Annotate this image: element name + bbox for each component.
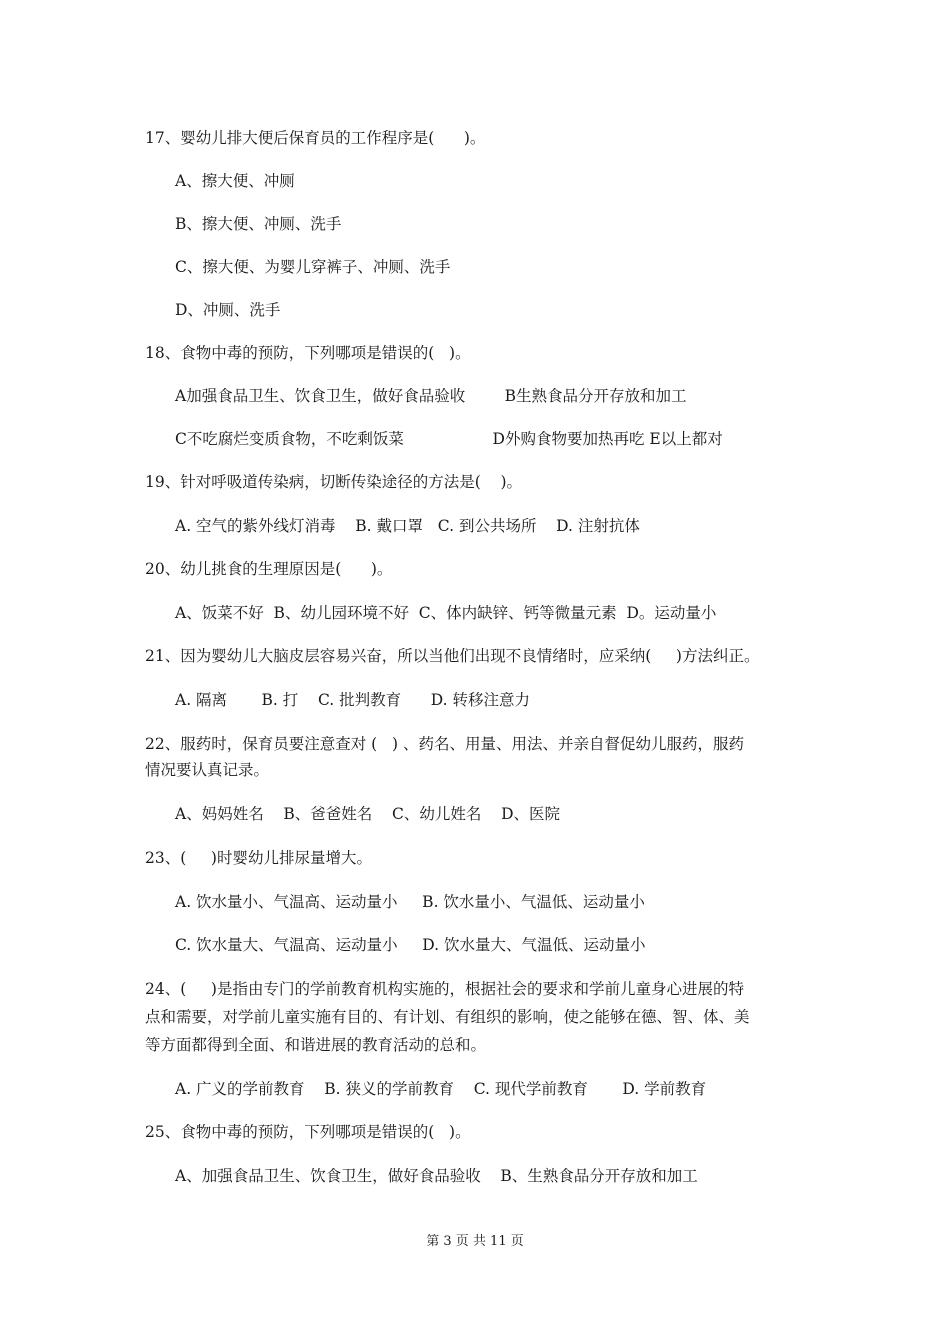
- question-18-options-row2: C不吃腐烂变质食物，不吃剩饭菜 D外购食物要加热再吃 E以上都对: [175, 430, 723, 448]
- question-17-option-d: D、冲厕、洗手: [175, 301, 281, 319]
- question-19-stem: 19、针对呼吸道传染病，切断传染途径的方法是( )。: [145, 473, 523, 491]
- page-footer: 第 3 页 共 11 页: [426, 1234, 524, 1249]
- question-23-options-row2: C. 饮水量大、气温高、运动量小 D. 饮水量大、气温低、运动量小: [175, 936, 646, 954]
- question-17-option-a: A、擦大便、冲厕: [175, 172, 295, 190]
- question-23-stem: 23、( )时婴幼儿排尿量增大。: [145, 849, 372, 867]
- question-24-stem: 24、( )是指由专门的学前教育机构实施的，根据社会的要求和学前儿童身心进展的特: [145, 980, 744, 998]
- question-23-options-row1: A. 饮水量小、气温高、运动量小 B. 饮水量小、气温低、运动量小: [175, 893, 645, 911]
- question-17-option-b: B、擦大便、冲厕、洗手: [175, 215, 342, 233]
- question-17-stem: 17、婴幼儿排大便后保育员的工作程序是( )。: [145, 129, 486, 147]
- question-19-options: A. 空气的紫外线灯消毒 B. 戴口罩 C. 到公共场所 D. 注射抗体: [175, 517, 640, 535]
- question-21-stem: 21、因为婴幼儿大脑皮层容易兴奋，所以当他们出现不良情绪时，应采纳( )方法纠正。: [145, 647, 760, 665]
- question-24-stem-cont2: 等方面都得到全面、和谐进展的教育活动的总和。: [145, 1036, 487, 1054]
- question-20-options: A、饭菜不好 B、幼儿园环境不好 C、体内缺锌、钙等微量元素 D。运动量小: [175, 604, 717, 622]
- question-24-stem-cont1: 点和需要，对学前儿童实施有目的、有计划、有组织的影响，使之能够在德、智、体、美: [145, 1008, 750, 1026]
- question-18-options-row1: A加强食品卫生、饮食卫生，做好食品验收 B生熟食品分开存放和加工: [175, 387, 687, 405]
- question-22-options: A、妈妈姓名 B、爸爸姓名 C、幼儿姓名 D、医院: [175, 805, 560, 823]
- question-21-options: A. 隔离 B. 打 C. 批判教育 D. 转移注意力: [175, 691, 530, 709]
- question-22-stem-cont: 情况要认真记录。: [145, 761, 270, 779]
- question-25-options: A、加强食品卫生、饮食卫生，做好食品验收 B、生熟食品分开存放和加工: [175, 1167, 698, 1185]
- question-17-option-c: C、擦大便、为婴儿穿裤子、冲厕、洗手: [175, 258, 451, 276]
- question-25-stem: 25、食物中毒的预防，下列哪项是错误的( )。: [145, 1123, 471, 1141]
- question-18-stem: 18、食物中毒的预防，下列哪项是错误的( )。: [145, 344, 471, 362]
- question-24-options: A. 广义的学前教育 B. 狭义的学前教育 C. 现代学前教育 D. 学前教育: [175, 1080, 707, 1098]
- question-20-stem: 20、幼儿挑食的生理原因是( )。: [145, 560, 393, 578]
- question-22-stem: 22、服药时，保育员要注意查对 ( ) 、药名、用量、用法、并亲自督促幼儿服药，服药: [145, 735, 744, 753]
